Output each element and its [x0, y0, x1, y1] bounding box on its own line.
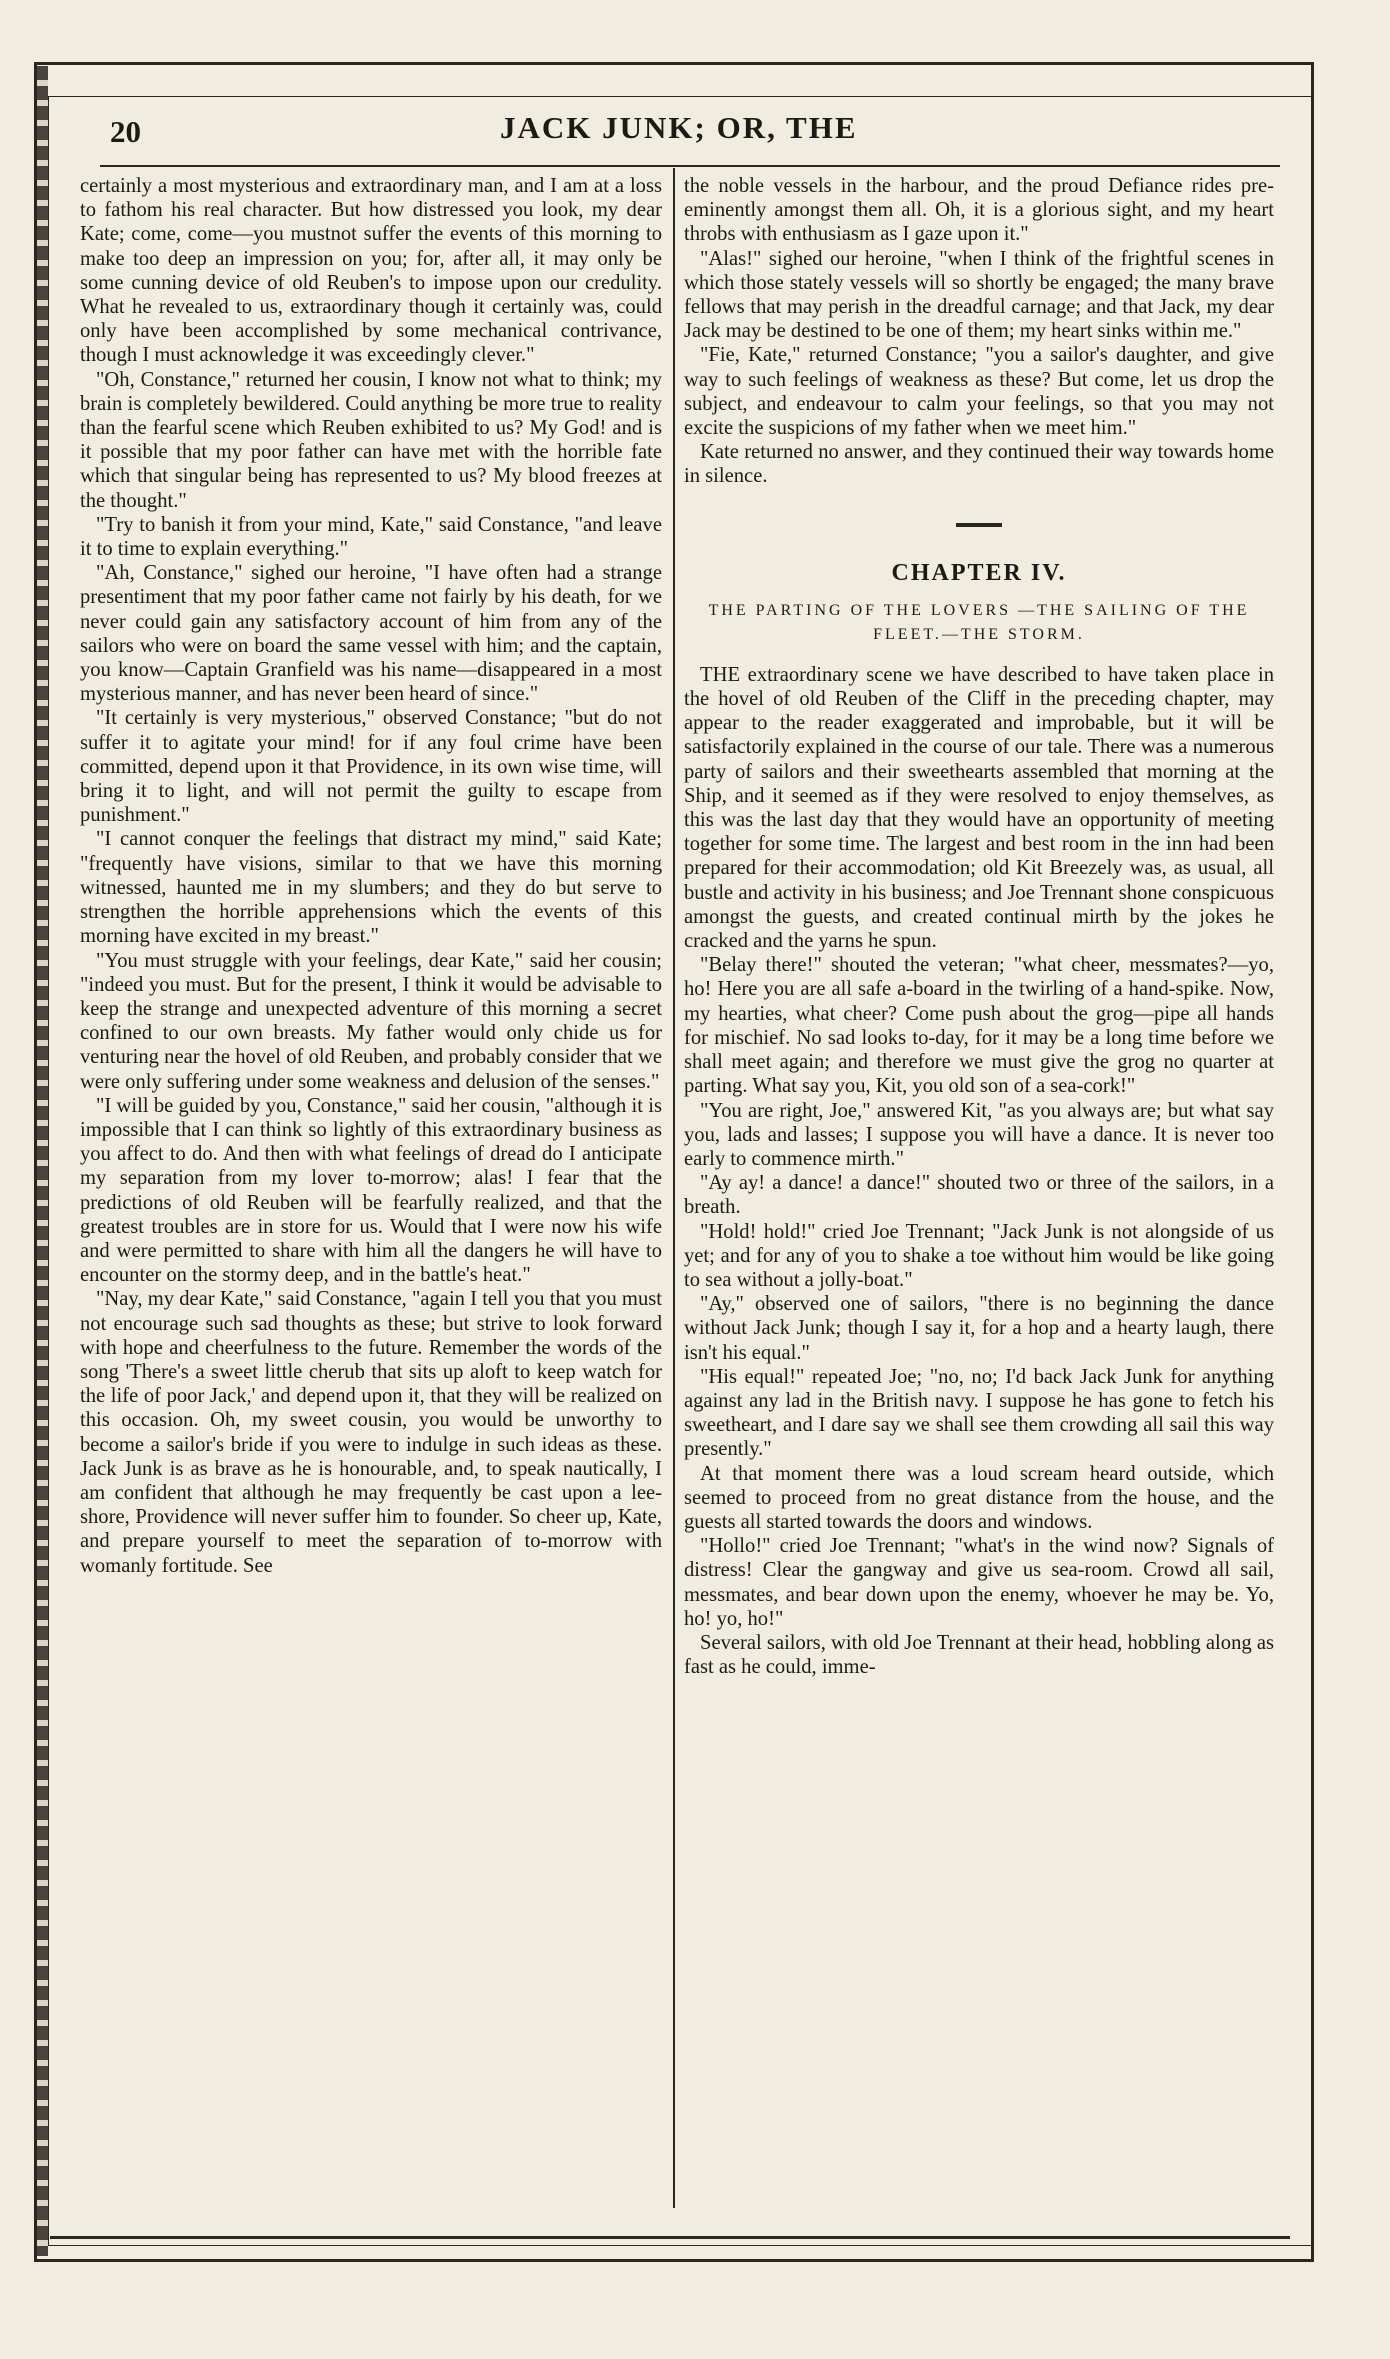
paragraph: Kate returned no answer, and they continued their way towards home in silence. — [684, 441, 1274, 488]
paragraph: the noble vessels in the harbour, and the proud Defiance rides pre-eminently amongst them all. Oh, it is a glorious sight, and my heart throbs with enthusiasm as I gaze upon it." — [684, 175, 1274, 246]
paragraph: "Oh, Constance," returned her cousin, I know not what to think; my brain is completely bewildered. Could anything be more true to reality than the fearful scene which Reuben exhibited to us? My God! and is it possible that my poor father can have met with the horrible fate which that singular being has represented to us? My blood freezes at the thought." — [80, 368, 662, 512]
paragraph: "Fie, Kate," returned Constance; "you a sailor's daughter, and give way to such feelings of weakness as these? But come, let us drop the subject, and endeavour to calm your feelings, so that you may not excite the suspicions of my father when we meet him." — [684, 344, 1274, 440]
footer-rule — [50, 2236, 1290, 2239]
paragraph: "I will be guided by you, Constance," said her cousin, "although it is impossible that I can think so lightly of this extraordinary business as you affect to do. And then with what feelings of dread do I anticipate my separation from my lover to-morrow; alas! I fear that the predictions of old Reuben will be fearfully realized, and that the greatest troubles are in store for us. Would that I were now his wife and were permitted to share with him all the dangers he will have to encounter on the stormy deep, and in the battle's heat." — [80, 1094, 662, 1287]
paragraph: "Ay ay! a dance! a dance!" shouted two or three of the sailors, in a breath. — [684, 1172, 1274, 1219]
column-divider — [673, 168, 675, 2208]
paragraph: "You are right, Joe," answered Kit, "as you always are; but what say you, lads and lasses; I suppose you will have a dance. It is never too early to commence mirth." — [684, 1099, 1274, 1170]
header-rule — [100, 165, 1280, 167]
chapter-title: CHAPTER IV. — [891, 559, 1067, 586]
paragraph: THE extraordinary scene we have described to have taken place in the hovel of old Reuben of the Cliff in the preceding chapter, may appear to the reader exaggerated and improbable, but it will be satisfactorily explained in the course of our tale. There was a numerous party of sailors and their sweethearts assembled that morning at the Ship, and it seemed as if they were resolved to enjoy themselves, as this was the last day that they would have an opportunity of meeting together for some time. The largest and best room in the inn had been prepared for their accommodation; old Kit Breezely was, as usual, all bustle and activity in his business; and Joe Trennant shone conspicuous amongst the guests, and created continual mirth by the jokes he cracked and the yarns he spun. — [684, 663, 1274, 953]
paragraph: At that moment there was a loud scream heard outside, which seemed to proceed from no great distance from the house, and the guests all started towards the doors and windows. — [684, 1462, 1274, 1533]
chapter-divider-rule — [956, 523, 1002, 527]
chapter-subtitle: THE PARTING OF THE LOVERS —THE SAILING OF THE FLEET.—THE STORM. — [708, 601, 1250, 643]
paragraph: "Try to banish it from your mind, Kate," said Constance, "and leave it to time to explain everything." — [80, 513, 662, 561]
paragraph: "I cannot conquer the feelings that distract my mind," said Kate; "frequently have visions, similar to that we have this morning witnessed, haunted me in my slumbers; and they do but serve to strengthen the horrible apprehensions which the events of this morning have excited in my breast." — [80, 828, 662, 948]
paragraph: "You must struggle with your feelings, dear Kate," said her cousin; "indeed you must. But for the present, I think it would be advisable to keep the strange and unexpected adventure of this morning a secret confined to our own breasts. My father would only chide us for venturing near the hovel of old Reuben, and probably consider that we were only suffering under some weakness and delusion of the senses." — [80, 949, 662, 1093]
right-column — [684, 174, 1274, 1679]
paragraph: "Ay," observed one of sailors, "there is no beginning the dance without Jack Junk; though I say it, for a hop and a hearty laugh, there isn't his equal." — [684, 1293, 1274, 1364]
paragraph: "Nay, my dear Kate," said Constance, "again I tell you that you must not encourage such sad thoughts as these; but strive to look forward with hope and cheerfulness to the future. Remember the words of the song 'There's a sweet little cherub that sits up aloft to keep watch for the life of poor Jack,' and depend upon it, that they will be realized on this occasion. Oh, my sweet cousin, you would be unworthy to become a sailor's bride if you were to indulge in such ideas as these. Jack Junk is as brave as he is honourable, and, to speak nautically, I am confident that although he may frequently be cast upon a lee-shore, Providence will never suffer him to founder. So cheer up, Kate, and prepare yourself to meet the separation of to-morrow with womanly fortitude. See — [80, 1288, 662, 1577]
paragraph: "It certainly is very mysterious," observed Constance; "but do not suffer it to agitate your mind! for if any foul crime have been committed, depend upon it that Providence, in its own wise time, will bring it to light, and will not permit the guilty to escape from punishment." — [80, 707, 662, 827]
paragraph: "Hold! hold!" cried Joe Trennant; "Jack Junk is not alongside of us yet; and for any of you to shake a toe without him would be like going to sea without a jolly-boat." — [684, 1220, 1274, 1291]
paragraph: Several sailors, with old Joe Trennant at their head, hobbling along as fast as he could, imme- — [684, 1631, 1274, 1679]
paragraph: "Hollo!" cried Joe Trennant; "what's in the wind now? Signals of distress! Clear the gangway and give us sea-room. Crowd all sail, messmates, and bear down upon the enemy, whoever he may be. Yo, ho! yo, ho!" — [684, 1535, 1274, 1630]
paragraph: "Ah, Constance," sighed our heroine, "I have often had a strange presentiment that my poor father came not fairly by his death, for we never could gain any satisfactory account of him from any of the sailors who were on board the same vessel with him; and the captain, you know—Captain Granfield was his name—disappeared in a most mysterious manner, and has never been heard of since." — [80, 562, 662, 706]
paragraph: "Alas!" sighed our heroine, "when I think of the frightful scenes in which those stately vessels will so shortly be engaged; the many brave fellows that may perish in the dreadful carnage; and that Jack, my dear Jack may be destined to be one of them; my heart sinks within me." — [684, 247, 1274, 343]
paragraph: "His equal!" repeated Joe; "no, no; I'd back Jack Junk for anything against any lad in the British navy. I suppose he has gone to fetch his sweetheart, and I dare say we shall see them crowding all sail this way presently." — [684, 1365, 1274, 1461]
page-header — [100, 104, 1280, 158]
left-column — [80, 174, 662, 1578]
running-title: JACK JUNK; OR, THE — [500, 110, 858, 145]
paragraph: certainly a most mysterious and extraordinary man, and I am at a loss to fathom his real character. But how distressed you look, my dear Kate; come, come—you mustnot suffer the events of this morning to make too deep an impression on you; for, after all, it may only be some cunning device of old Reuben's to impose upon our credulity. What he revealed to us, extraordinary though it certainly was, could only have been accomplished by some mechanical contrivance, though I must acknowledge it was exceedingly clever." — [80, 175, 662, 367]
paragraph: "Belay there!" shouted the veteran; "what cheer, messmates?—yo, ho! Here you are all safe a-board in the twirling of a hand-spike. Now, my hearties, what cheer? Come push about the grog—pipe all hands for mischief. No sad looks to-day, for it may be a long time before we shall meet again; and therefore we must give the grog no quarter at parting. What say you, Kit, you old son of a sea-cork!" — [684, 954, 1274, 1098]
page-number: 20 — [110, 114, 141, 149]
